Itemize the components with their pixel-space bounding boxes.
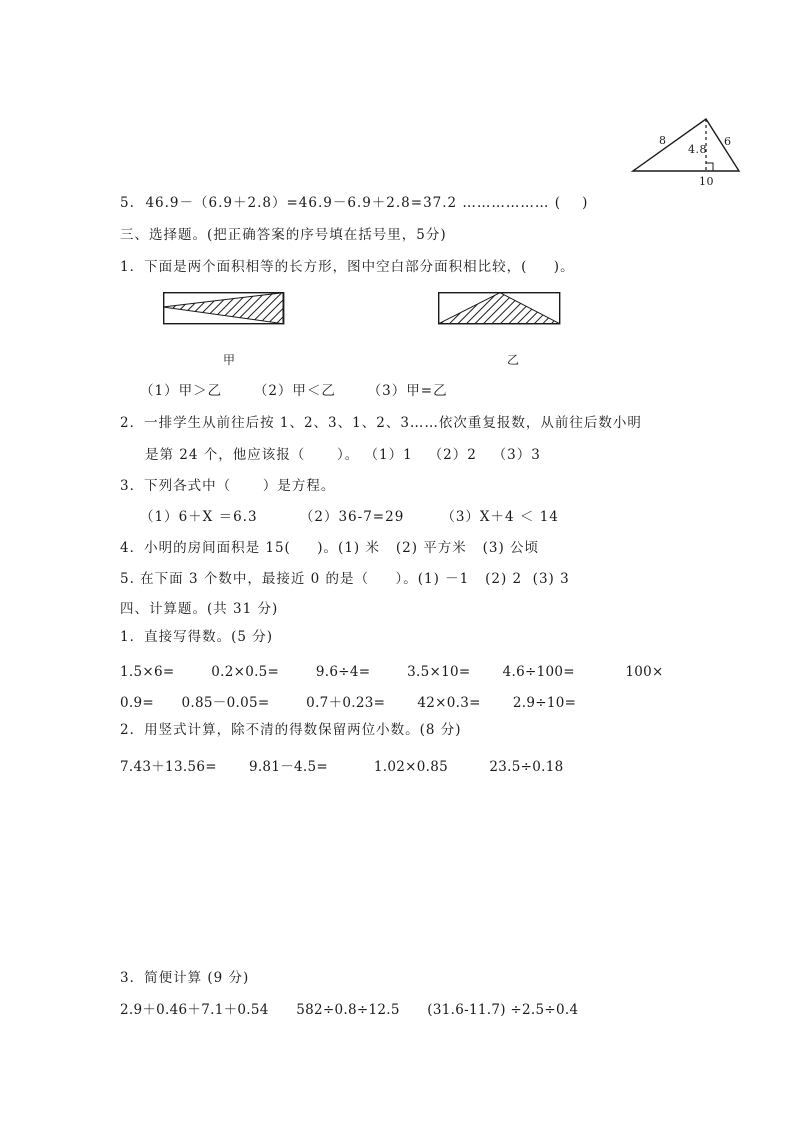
section3-q2-line1: 2．一排学生从前往后按 1、2、3、1、2、3……依次重复报数，从前往后数小明 (120, 415, 642, 431)
section3-heading: 三、选择题。(把正确答案的序号填在括号里，5分) (120, 227, 447, 243)
triangle-label-right: 6 (724, 135, 732, 148)
q5-judgement-line: 5. 46.9－（6.9＋2.8）=46.9－6.9＋2.8=37.2 ……………… ( ) (120, 195, 589, 211)
section4-p3-row: 2.9＋0.46＋7.1＋0.54 582÷0.8÷12.5 (31.6-11.7) ÷2.5÷0.4 (120, 1002, 579, 1018)
rectangle-figure-a (163, 292, 285, 326)
section4-p2-row: 7.43＋13.56= 9.81－4.5= 1.02×0.85 23.5÷0.18 (120, 759, 564, 775)
section3-q1: 1．下面是两个面积相等的长方形，图中空白部分面积相比较，( )。 (120, 259, 575, 275)
section3-q3-options: （1）6＋X ＝6.3 （2）36-7=29 （3）X＋4 ＜ 14 (140, 509, 559, 525)
section4-p3-title: 3．简便计算 (9 分) (120, 970, 250, 986)
section4-p1-title: 1．直接写得数。(5 分) (120, 629, 274, 645)
triangle-label-left: 8 (659, 134, 667, 147)
section4-p1-row1: 1.5×6= 0.2×0.5= 9.6÷4= 3.5×10= 4.6÷100= 100× (120, 664, 664, 680)
triangle-label-height: 4.8 (688, 143, 707, 156)
rectangle-figure-b (438, 292, 562, 326)
section3-q1-options: （1）甲＞乙 （2）甲＜乙 （3）甲=乙 (140, 383, 448, 399)
section4-p1-row2: 0.9= 0.85－0.05= 0.7＋0.23= 42×0.3= 2.9÷10= (120, 695, 577, 711)
section3-q5: 5. 在下面 3 个数中，最接近 0 的是（ ）。(1) －1 (2) 2 (3) 3 (120, 571, 570, 587)
section3-q2-line2: 是第 24 个，他应该报（ ）。 （1）1 （2）2 （3）3 (145, 447, 541, 463)
section3-q3: 3．下列各式中（ ）是方程。 (120, 478, 336, 494)
figure-label-b: 乙 (507, 353, 520, 367)
section4-p2-title: 2．用竖式计算，除不清的得数保留两位小数。(8 分) (120, 722, 462, 738)
section4-heading: 四、计算题。(共 31 分) (120, 601, 279, 617)
section3-q4: 4．小明的房间面积是 15( )。(1) 米 (2) 平方米 (3) 公顷 (120, 540, 540, 556)
figure-label-a: 甲 (223, 353, 236, 367)
triangle-label-base: 10 (699, 175, 714, 188)
